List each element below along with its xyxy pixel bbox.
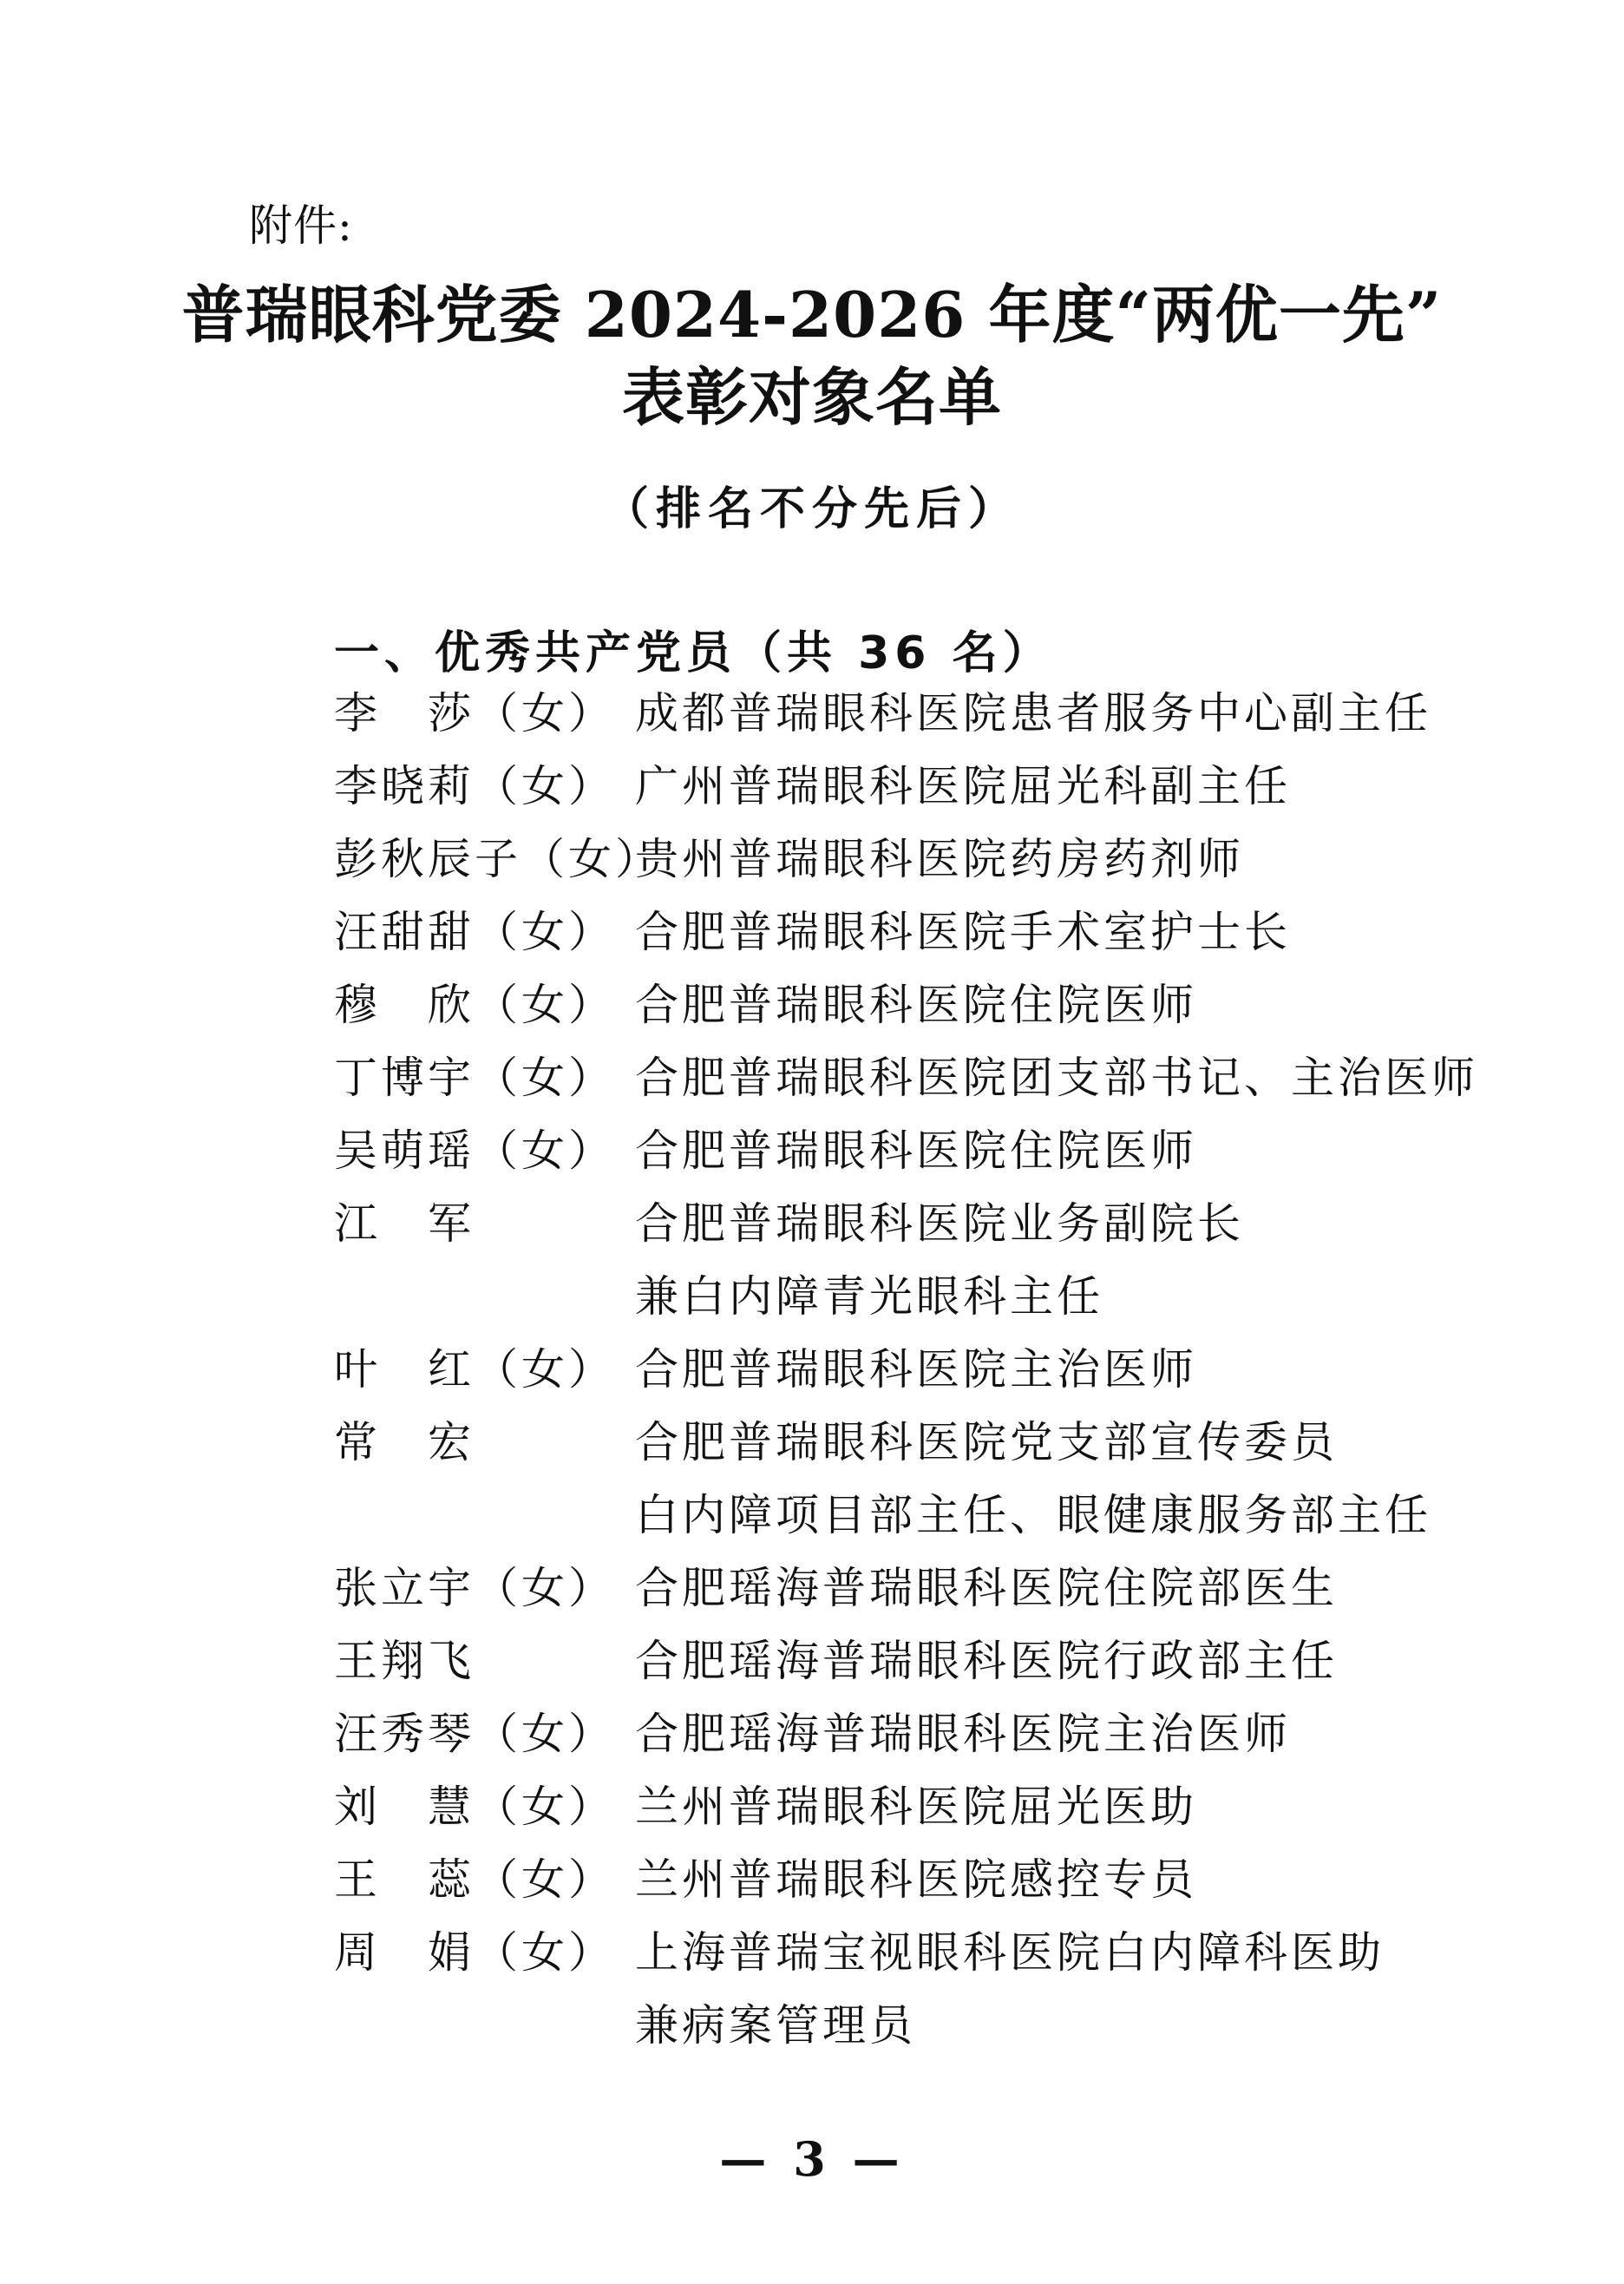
list-item [0, 1406, 1624, 1479]
list-item [0, 823, 1624, 896]
honoree-position: 成都普瑞眼科医院患者服务中心副主任 [635, 688, 1431, 738]
honoree-name: 刘 慧（女） [334, 1782, 615, 1832]
list-item [0, 1843, 1624, 1916]
honoree-position: 上海普瑞宝视眼科医院白内障科医助 [635, 1927, 1385, 1978]
honoree-name: 叶 红（女） [334, 1344, 615, 1395]
honoree-name: 汪甜甜（女） [334, 907, 615, 957]
honoree-name: 李晓莉（女） [334, 761, 615, 811]
honoree-name: 丁博宇（女） [334, 1053, 615, 1103]
honoree-position: 贵州普瑞眼科医院药房药剂师 [635, 834, 1244, 884]
honoree-name: 常 宏 [334, 1417, 475, 1467]
list-item [0, 1114, 1624, 1187]
list-item [0, 677, 1624, 750]
honoree-position: 合肥普瑞眼科医院党支部宣传委员 [635, 1417, 1338, 1467]
honoree-position: 合肥普瑞眼科医院主治医师 [635, 1344, 1197, 1395]
section-heading: 一、优秀共产党员（共 36 名） [334, 627, 1053, 679]
honoree-name: 王翔飞 [334, 1636, 475, 1686]
list-item [0, 1989, 1624, 2062]
honoree-position: 兼病案管理员 [635, 2000, 916, 2051]
attachment-label: 附件: [249, 200, 353, 251]
list-item [0, 1333, 1624, 1406]
honoree-position: 合肥普瑞眼科医院业务副院长 [635, 1198, 1244, 1249]
list-item [0, 1624, 1624, 1697]
honoree-position: 兰州普瑞眼科医院屈光医助 [635, 1782, 1197, 1832]
honoree-name: 吴萌瑶（女） [334, 1126, 615, 1176]
honoree-name: 周 娟（女） [334, 1927, 615, 1978]
honoree-name: 江 军 [334, 1198, 475, 1249]
honoree-name: 彭秋辰子（女） [334, 834, 662, 884]
list-item [0, 750, 1624, 823]
honoree-name: 穆 欣（女） [334, 980, 615, 1030]
document-title-line-2: 表彰对象名单 [621, 360, 1002, 434]
honoree-position: 白内障项目部主任、眼健康服务部主任 [635, 1490, 1431, 1540]
list-item [0, 1770, 1624, 1843]
honoree-name: 李 莎（女） [334, 688, 615, 738]
document-title-line-1: 普瑞眼科党委 2024-2026 年度“两优一先” [181, 278, 1443, 351]
honoree-position: 兼白内障青光眼科主任 [635, 1271, 1103, 1322]
honoree-position: 广州普瑞眼科医院屈光科副主任 [635, 761, 1291, 811]
honoree-position: 兰州普瑞眼科医院感控专员 [635, 1854, 1197, 1905]
list-item [0, 1552, 1624, 1624]
list-item [0, 1260, 1624, 1333]
list-item [0, 896, 1624, 968]
list-item [0, 1916, 1624, 1989]
ranking-note: （排名不分先后） [603, 483, 1020, 535]
list-item [0, 1187, 1624, 1260]
list-item [0, 968, 1624, 1041]
list-item [0, 1041, 1624, 1114]
honoree-name: 张立宇（女） [334, 1563, 615, 1613]
honoree-position: 合肥普瑞眼科医院住院医师 [635, 1126, 1197, 1176]
page-number: — 3 — [719, 2131, 905, 2187]
honoree-position: 合肥普瑞眼科医院住院医师 [635, 980, 1197, 1030]
honoree-name: 王 蕊（女） [334, 1854, 615, 1905]
list-item [0, 1479, 1624, 1552]
honoree-name: 汪秀琴（女） [334, 1709, 615, 1759]
honoree-position: 合肥瑶海普瑞眼科医院住院部医生 [635, 1563, 1338, 1613]
honoree-position: 合肥普瑞眼科医院手术室护士长 [635, 907, 1291, 957]
honoree-position: 合肥瑶海普瑞眼科医院行政部主任 [635, 1636, 1338, 1686]
honoree-position: 合肥瑶海普瑞眼科医院主治医师 [635, 1709, 1291, 1759]
list-item [0, 1697, 1624, 1770]
honoree-position: 合肥普瑞眼科医院团支部书记、主治医师 [635, 1053, 1478, 1103]
